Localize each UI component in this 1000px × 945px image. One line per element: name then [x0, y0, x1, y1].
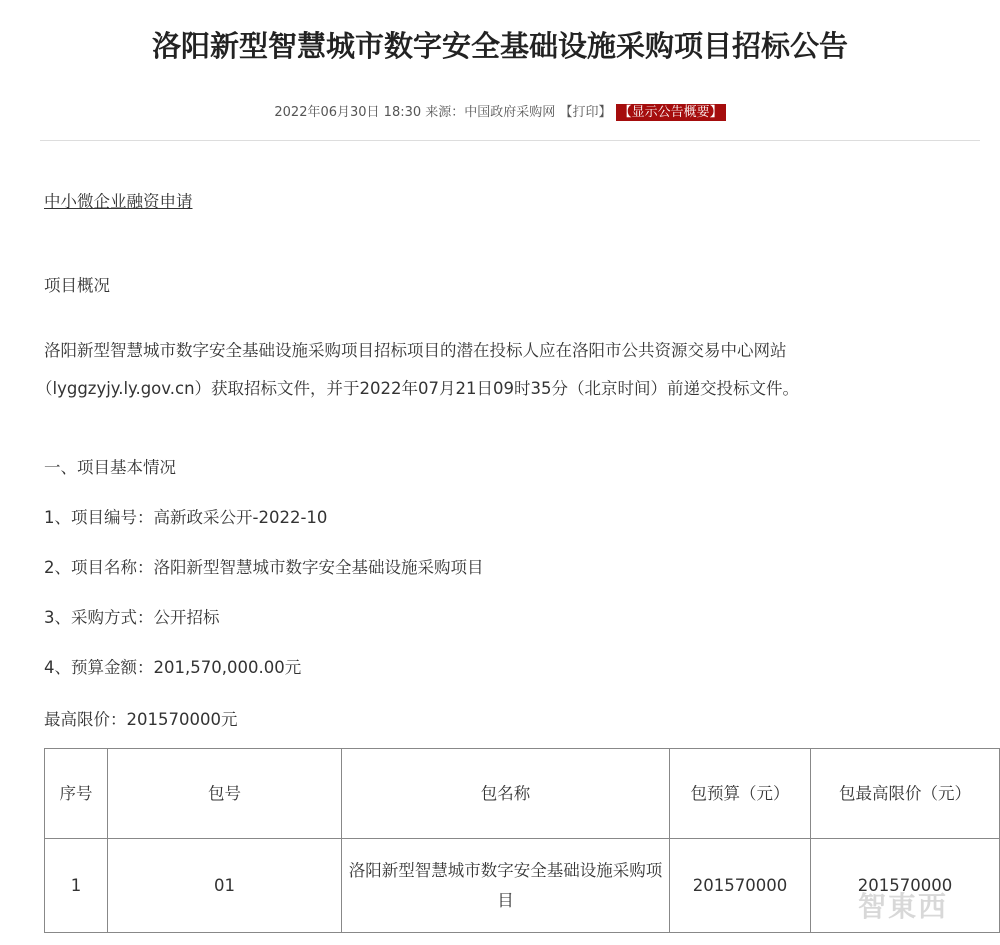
header-package-budget: 包预算（元） [670, 749, 811, 839]
overview-text-1: 洛阳新型智慧城市数字安全基础设施采购项目招标项目的潜在投标人应在洛阳市公共资源交易中心网站 [44, 341, 787, 360]
article-meta [0, 101, 1000, 120]
source: 来源：中国政府采购网 [425, 105, 556, 120]
cell-index: 1 [45, 839, 108, 933]
project-name: 2、项目名称：洛阳新型智慧城市数字安全基础设施采购项目 [44, 558, 484, 577]
watermark-logo: 智東西 [858, 890, 949, 923]
finance-application-link[interactable]: 中小微企业融资申请 [44, 192, 193, 211]
header-index: 序号 [45, 749, 108, 839]
budget-amount: 4、预算金额：201,570,000.00元 [44, 658, 302, 677]
max-price: 最高限价：201570000元 [44, 710, 238, 729]
show-summary-button[interactable]: 【显示公告概要】 [616, 104, 726, 121]
cell-package-max-price: 201570000 [811, 839, 1000, 933]
page-title: 洛阳新型智慧城市数字安全基础设施采购项目招标公告 [151, 29, 848, 63]
procurement-method: 3、采购方式：公开招标 [44, 608, 220, 627]
cell-package-budget: 201570000 [670, 839, 811, 933]
print-link[interactable]: 【打印】 [559, 105, 612, 120]
overview-text-2: （lyggzyjy.ly.gov.cn）获取招标文件，并于2022年07月21日09时35分（北京时间）前递交投标文件。 [36, 379, 800, 398]
publish-datetime: 2022年06月30日 18:30 [274, 105, 422, 120]
section-heading: 一、项目基本情况 [44, 458, 176, 477]
header-package-no: 包号 [108, 749, 342, 839]
header-package-max-price: 包最高限价（元） [811, 749, 1000, 839]
project-number: 1、项目编号：高新政采公开-2022-10 [44, 508, 328, 527]
package-table [44, 748, 1000, 933]
table-row [45, 839, 1000, 933]
cell-package-name: 洛阳新型智慧城市数字安全基础设施采购项目 [342, 839, 670, 933]
divider [40, 140, 980, 141]
table-header-row [45, 749, 1000, 839]
cell-package-no: 01 [108, 839, 342, 933]
header-package-name: 包名称 [342, 749, 670, 839]
overview-heading: 项目概况 [44, 276, 110, 295]
